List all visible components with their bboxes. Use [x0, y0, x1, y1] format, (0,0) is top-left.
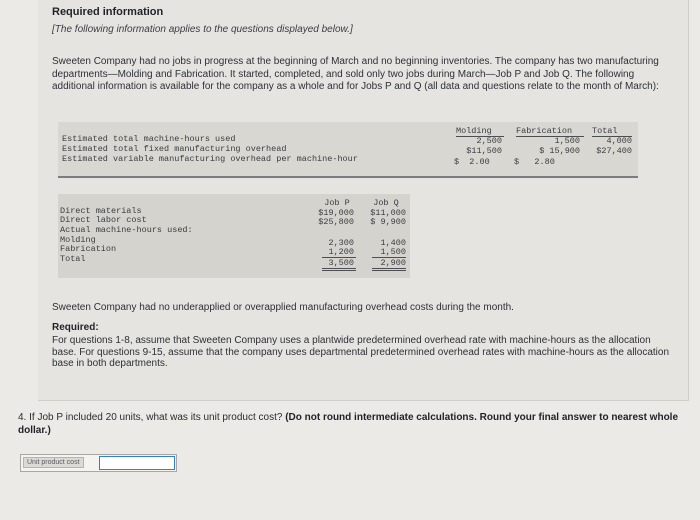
- table2-row-label: Total: [60, 254, 86, 264]
- question-instructions: (Do not round intermediate calculations. Round your final answer to nearest whole dollar.): [18, 412, 679, 436]
- required-text: For questions 1-8, assume that Sweeten Company uses a plantwide predetermined overhead rate with machine-hours as the allocation base. For questions 9-15, assume that the company uses departmental predetermined overhead rates with machine-hours as the allocation base in both departments.: [52, 335, 670, 369]
- table1-bottom-rule: [58, 176, 638, 178]
- required-information-panel: [38, 0, 689, 401]
- table1-cell: $ 15,900: [539, 146, 580, 156]
- table1-cell: $27,400: [596, 146, 632, 156]
- overhead-estimates-table: [58, 122, 638, 178]
- table2-cell: 1,400: [380, 238, 406, 248]
- table2-cell: $25,800: [318, 217, 354, 227]
- table2-cell: $11,000: [370, 208, 406, 218]
- table2-cell: 3,500: [328, 258, 354, 268]
- job-cost-table: [58, 194, 410, 278]
- required-information-title: Required information: [52, 6, 164, 18]
- table2-cell: 2,300: [328, 238, 354, 248]
- table2-row-label: Molding: [60, 235, 96, 245]
- table1-row-label: Estimated variable manufacturing overhead per machine-hour: [62, 154, 358, 164]
- table1-cell: 2,500: [476, 136, 502, 146]
- table1-header-fabrication: Fabrication: [516, 126, 573, 136]
- table1-row-label: Estimated total fixed manufacturing overhead: [62, 144, 287, 154]
- table1-cell: 1,500: [554, 136, 580, 146]
- table2-header-job-q: Job Q: [373, 198, 399, 208]
- table1-cell: $ 2.00: [454, 157, 490, 167]
- table2-row-label: Actual machine-hours used:: [60, 225, 193, 235]
- table2-cell: 1,500: [380, 247, 406, 257]
- table2-cell: $ 9,900: [370, 217, 406, 227]
- table1-header-total: Total: [592, 126, 618, 136]
- table1-cell: $ 2.80: [514, 157, 555, 167]
- table1-row-label: Estimated total machine-hours used: [62, 134, 236, 144]
- required-heading: Required:: [52, 322, 99, 333]
- table2-cell: $19,000: [318, 208, 354, 218]
- table2-header-job-p: Job P: [324, 198, 350, 208]
- table2-cell: 1,200: [328, 247, 354, 257]
- unit-product-cost-input[interactable]: [99, 456, 175, 470]
- table2-row-label: Direct materials: [60, 206, 142, 216]
- table2-cell: 2,900: [380, 258, 406, 268]
- overhead-note: Sweeten Company had no underapplied or overapplied manufacturing overhead costs during the month.: [52, 302, 514, 313]
- question-main: 4. If Job P included 20 units, what was its unit product cost?: [18, 412, 286, 423]
- table2-row-label: Fabrication: [60, 244, 117, 254]
- table1-cell: $11,500: [466, 146, 502, 156]
- table1-header-molding: Molding: [456, 126, 492, 136]
- question-text: [18, 412, 683, 437]
- table1-cell: 4,000: [606, 136, 632, 146]
- answer-row: [20, 454, 177, 472]
- required-information-subtitle: [The following information applies to the questions displayed below.]: [52, 24, 353, 35]
- unit-product-cost-label: Unit product cost: [23, 457, 84, 468]
- intro-paragraph: Sweeten Company had no jobs in progress at the beginning of March and no beginning inventories. The company has two manufacturing departments—Molding and Fabrication. It started, completed, and sold only two jobs during March—Job P and Job Q. The following additional information is available for the company as a whole and for Jobs P and Q (all data and questions relate to the month of March):: [52, 56, 659, 92]
- table2-row-label: Direct labor cost: [60, 215, 147, 225]
